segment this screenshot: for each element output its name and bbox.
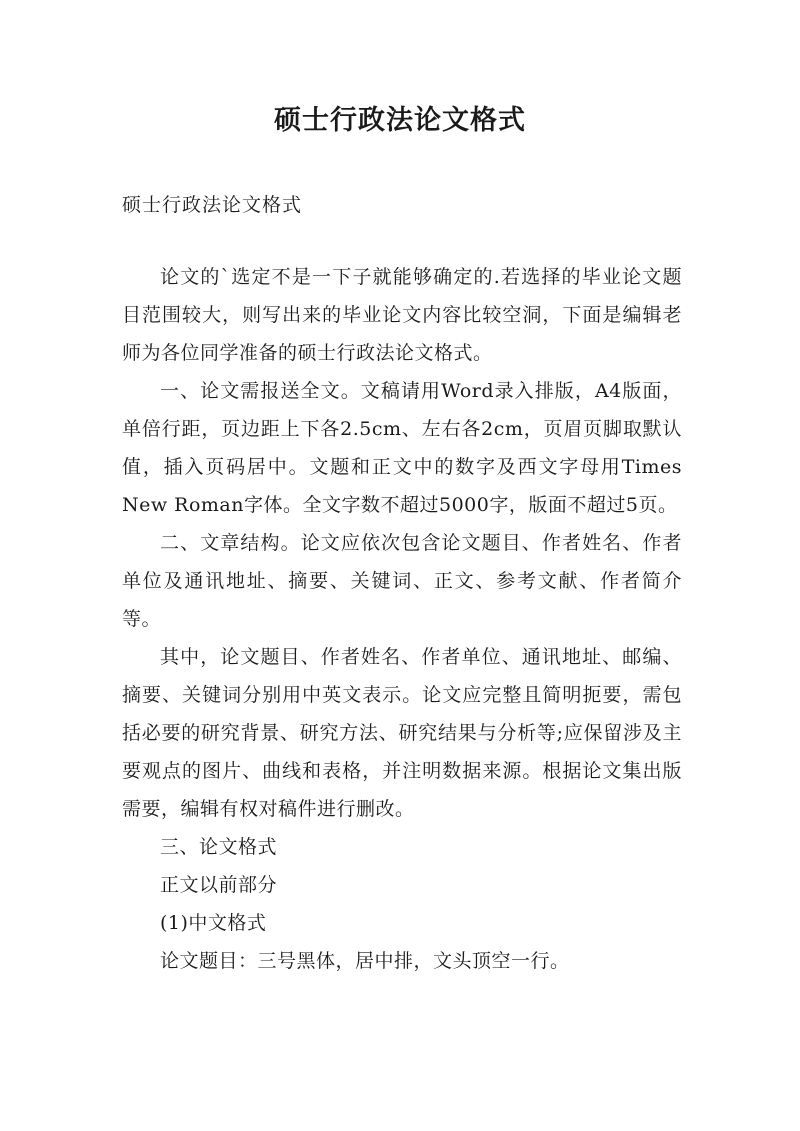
body-paragraph-intro: 论文的`选定不是一下子就能够确定的.若选择的毕业论文题目范围较大，则写出来的毕业论文内容比较空洞，下面是编辑老师为各位同学准备的硕士行政法论文格式。 bbox=[122, 266, 682, 364]
subsection-heading-front-matter: 正文以前部分 bbox=[160, 874, 278, 896]
document-subtitle: 硕士行政法论文格式 bbox=[122, 194, 303, 216]
subsection-heading-chinese-format: (1)中文格式 bbox=[160, 912, 267, 934]
body-paragraph-section-1: 一、论文需报送全文。文稿请用Word录入排版，A4版面，单倍行距，页边距上下各2.5cm、左右各2cm，页眉页脚取默认值，插入页码居中。文题和正文中的数字及西文字母用Times New Roman字体。全文字数不超过5000字，版面不超过5页。 bbox=[122, 380, 682, 516]
page-title: 硕士行政法论文格式 bbox=[274, 105, 526, 136]
body-paragraph-section-2: 二、文章结构。论文应依次包含论文题目、作者姓名、作者单位及通讯地址、摘要、关键词、正文、参考文献、作者简介等。 bbox=[122, 532, 682, 630]
section-heading-format: 三、论文格式 bbox=[160, 836, 278, 858]
body-paragraph-details: 其中，论文题目、作者姓名、作者单位、通讯地址、邮编、摘要、关键词分别用中英文表示。论文应完整且简明扼要，需包括必要的研究背景、研究方法、研究结果与分析等;应保留涉及主要观点的图片、曲线和表格，并注明数据来源。根据论文集出版需要，编辑有权对稿件进行删改。 bbox=[122, 646, 682, 820]
format-rule-title: 论文题目：三号黑体，居中排，文头顶空一行。 bbox=[160, 950, 570, 972]
document-body bbox=[122, 258, 682, 980]
